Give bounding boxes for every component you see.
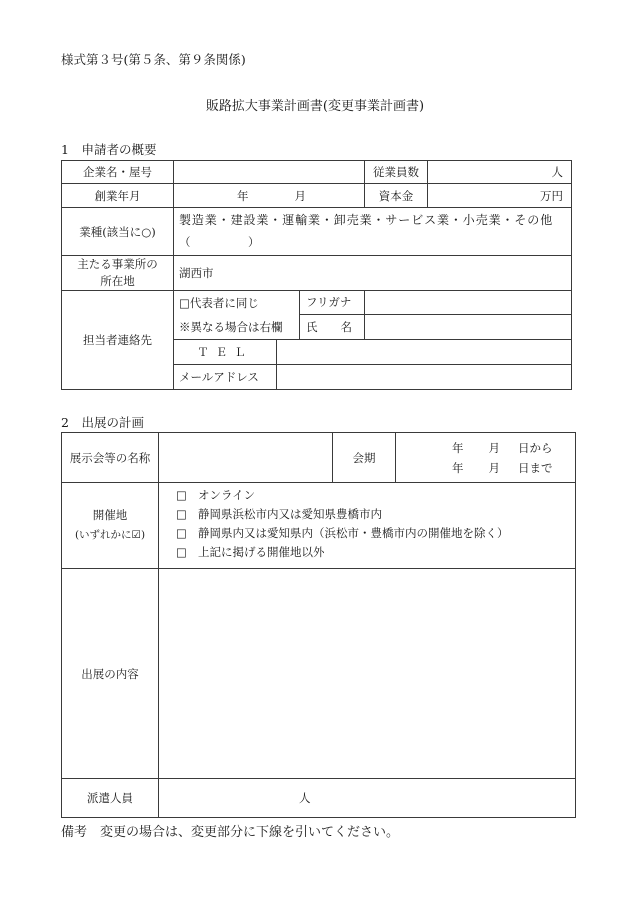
industry-options[interactable]: 製造業・建設業・運輸業・卸売業・サービス業・小売業・その他 bbox=[179, 213, 554, 227]
name-field[interactable] bbox=[365, 314, 572, 339]
employees-unit: 人 bbox=[551, 165, 564, 179]
industry-label: 業種(該当に○) bbox=[62, 208, 174, 256]
tel-label: ＴＥＬ bbox=[174, 340, 277, 365]
office-location-value: 湖西市 bbox=[179, 266, 214, 280]
page-title: 販路拡大事業計画書(変更事業計画書) bbox=[205, 99, 425, 114]
founded-label: 創業年月 bbox=[62, 184, 174, 208]
same-as-representative-checkbox[interactable]: □代表者に同じ bbox=[179, 296, 259, 310]
section-heading-exhibition: 2 出展の計画 bbox=[61, 415, 144, 430]
exhibition-name-label: 展示会等の名称 bbox=[62, 433, 159, 483]
period-from-year: 年 bbox=[452, 440, 464, 455]
applicant-overview-table bbox=[61, 160, 572, 390]
venue-option-label: 静岡県内又は愛知県内（浜松市・豊橋市内の開催地を除く） bbox=[198, 526, 509, 540]
exhibition-name-field[interactable] bbox=[159, 433, 333, 483]
exhibit-content-field[interactable] bbox=[159, 569, 576, 779]
furigana-field[interactable] bbox=[365, 291, 572, 315]
furigana-label: フリガナ bbox=[300, 291, 365, 315]
employees-field[interactable] bbox=[428, 161, 572, 184]
company-name-label: 企業名・屋号 bbox=[62, 161, 174, 184]
section-heading-applicant: 1 申請者の概要 bbox=[61, 142, 157, 157]
exhibit-content-label: 出展の内容 bbox=[62, 569, 159, 779]
email-field[interactable] bbox=[277, 365, 572, 390]
capital-label: 資本金 bbox=[365, 184, 428, 208]
footer-note: 備考 変更の場合は、変更部分に下線を引いてください。 bbox=[61, 825, 400, 840]
industry-other[interactable]: （ ） bbox=[179, 235, 260, 249]
venue-note: (いずれかに☑) bbox=[74, 529, 146, 541]
checkbox[interactable]: □ bbox=[176, 526, 187, 540]
venue-option-shizuoka-aichi[interactable] bbox=[176, 524, 575, 543]
industry-field[interactable] bbox=[174, 208, 572, 256]
form-number: 様式第３号(第５条、第９条関係) bbox=[61, 52, 246, 67]
period-from-day: 日から bbox=[518, 440, 553, 455]
venue-option-label: オンライン bbox=[198, 488, 256, 502]
office-label-line1: 主たる事業所の bbox=[77, 257, 158, 271]
period-to-month: 月 bbox=[488, 460, 500, 475]
venue-option-online[interactable] bbox=[176, 486, 575, 505]
office-label-line2: 所在地 bbox=[100, 274, 135, 288]
founded-field[interactable] bbox=[174, 184, 365, 208]
venue-option-hamamatsu-toyohashi[interactable] bbox=[176, 505, 575, 524]
founded-month-unit: 月 bbox=[294, 188, 306, 203]
contact-person-label: 担当者連絡先 bbox=[62, 291, 174, 390]
email-label: メールアドレス bbox=[174, 365, 277, 390]
tel-field[interactable] bbox=[277, 340, 572, 365]
period-to bbox=[396, 458, 575, 478]
dispatched-staff-field[interactable] bbox=[159, 779, 576, 818]
period-label: 会期 bbox=[333, 433, 396, 483]
period-from bbox=[396, 438, 575, 458]
office-location-label bbox=[62, 256, 174, 291]
venue-option-label: 静岡県浜松市内又は愛知県豊橋市内 bbox=[198, 507, 382, 521]
company-name-field[interactable] bbox=[174, 161, 365, 184]
office-location-field[interactable] bbox=[174, 256, 572, 291]
employees-label: 従業員数 bbox=[365, 161, 428, 184]
capital-unit: 万円 bbox=[540, 188, 564, 203]
period-from-month: 月 bbox=[488, 440, 500, 455]
exhibition-plan-table bbox=[61, 432, 576, 818]
venue-label-cell bbox=[62, 483, 159, 569]
checkbox[interactable]: □ bbox=[176, 507, 187, 521]
checkbox[interactable]: □ bbox=[176, 545, 187, 559]
period-field[interactable] bbox=[396, 433, 576, 483]
venue-label: 開催地 bbox=[92, 508, 128, 522]
venue-option-label: 上記に掲げる開催地以外 bbox=[198, 545, 325, 559]
founded-year-unit: 年 bbox=[237, 188, 249, 203]
period-to-year: 年 bbox=[452, 460, 464, 475]
period-to-day: 日まで bbox=[518, 460, 553, 475]
staff-unit: 人 bbox=[299, 791, 311, 805]
name-label: 氏 名 bbox=[300, 314, 365, 339]
if-different-note: ※異なる場合は右欄 bbox=[179, 320, 283, 334]
dispatched-staff-label: 派遣人員 bbox=[62, 779, 159, 818]
capital-field[interactable] bbox=[428, 184, 572, 208]
venue-options bbox=[159, 483, 576, 569]
venue-option-other[interactable] bbox=[176, 543, 575, 562]
contact-same-as-rep-cell[interactable] bbox=[174, 291, 300, 340]
checkbox[interactable]: □ bbox=[176, 488, 187, 502]
